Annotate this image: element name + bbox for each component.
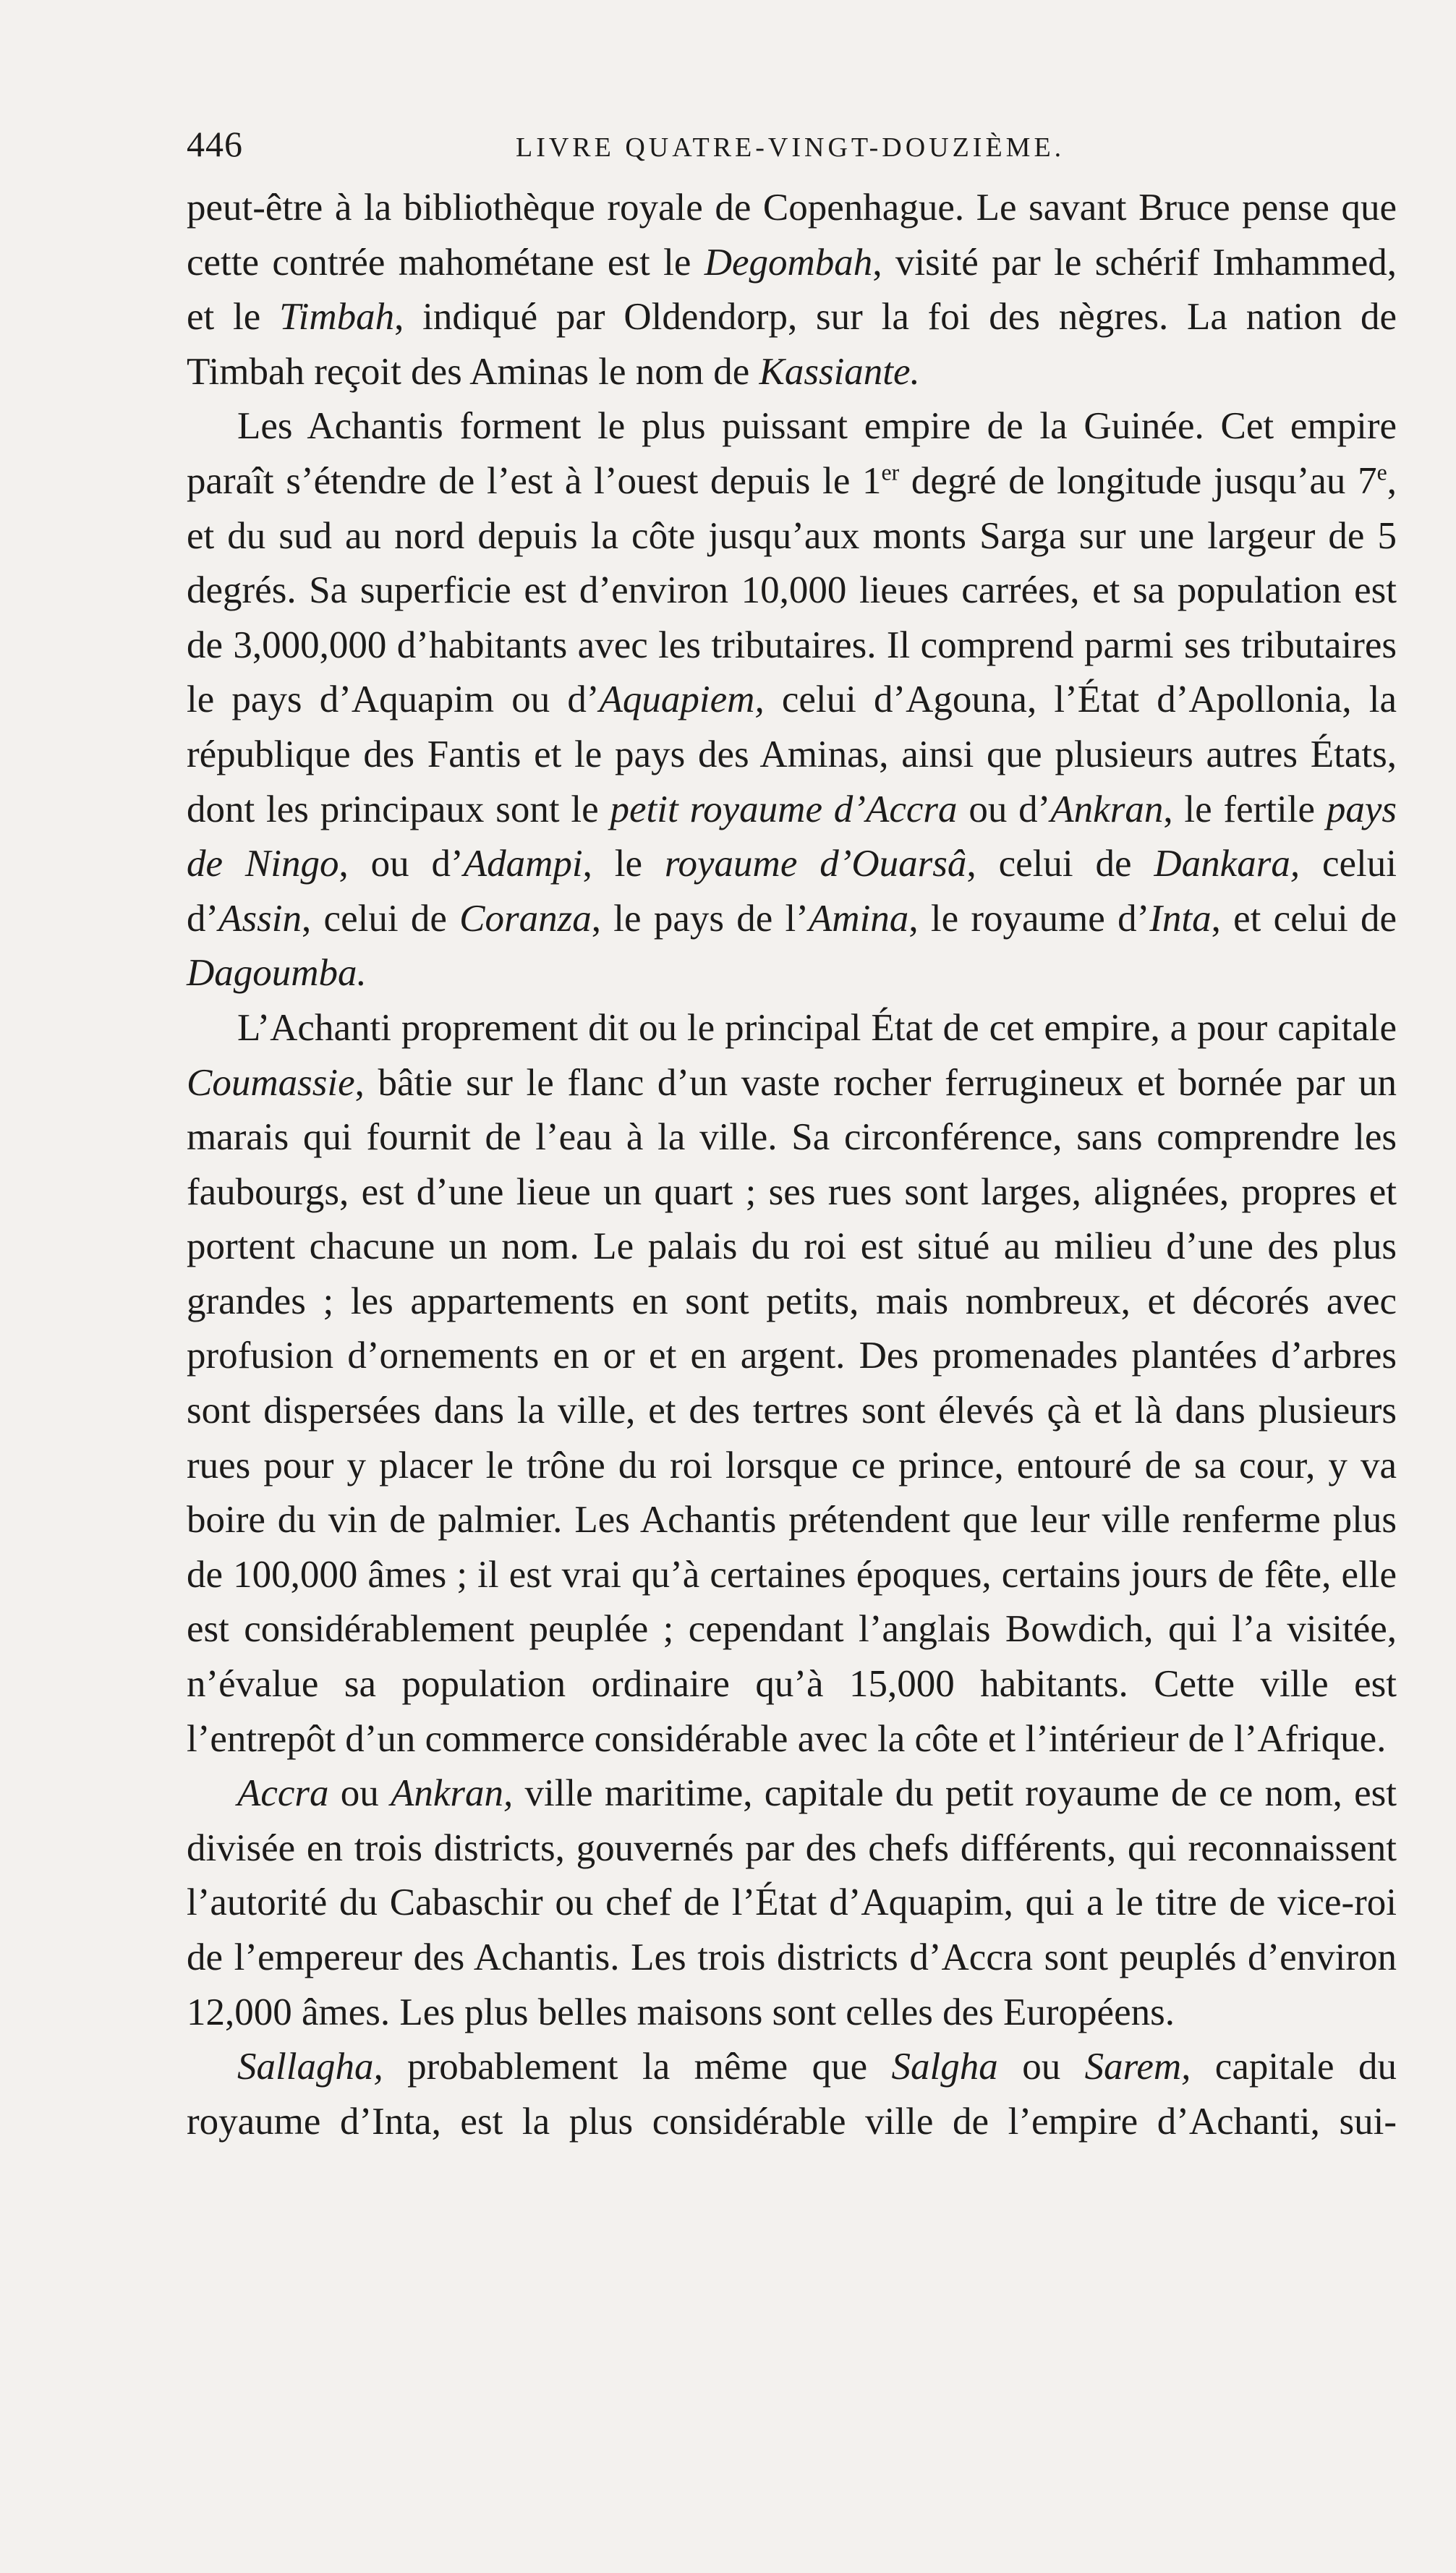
page-number: 446	[187, 124, 243, 164]
text-run: Les Achantis forment le plus puissant empire de la Guinée. Cet empire paraît s’étendre de l’est à l’ouest depuis le 1	[187, 405, 1397, 502]
italic-text: Sallagha,	[237, 2046, 383, 2088]
text-run: , le fertile	[1163, 788, 1327, 830]
text-run: , et celui de	[1211, 897, 1397, 940]
text-run: celui d’Agouna, l’État d’Apollonia, la république des Fantis et le pays des Aminas, ainsi que plusieurs autres États, dont les principaux sont le	[187, 679, 1397, 830]
page-header	[187, 123, 1416, 174]
text-run: ville maritime, capitale du petit royaume de ce nom, est divisée en trois districts, gouvernés par des chefs différents, qui reconnaissent l’autorité du Cabaschir ou chef de l’État d’Aquapim, qui a le titre de vice-roi de l’empereur des Achantis. Les trois districts d’Accra sont peuplés d’environ 12,000 âmes. Les plus belles maisons sont celles des Européens.	[187, 1772, 1397, 2033]
paragraph	[187, 1766, 1397, 2040]
text-run: ou	[328, 1772, 391, 1815]
italic-text: Coranza	[459, 897, 592, 940]
paragraph	[187, 1001, 1397, 1766]
italic-text: Kassiante.	[759, 350, 920, 393]
italic-text: Timbah	[279, 296, 395, 339]
italic-text: Adampi	[463, 843, 583, 885]
italic-text: Ankran	[1050, 788, 1164, 830]
text-run: L’Achanti proprement dit ou le principal État de cet empire, a pour capitale	[237, 1006, 1397, 1049]
italic-text: Accra	[237, 1772, 329, 1815]
text-run: ou d’	[957, 788, 1051, 830]
italic-text: Aquapiem,	[599, 679, 765, 721]
text-run: , le royaume d’	[908, 897, 1150, 940]
text-run: , indiqué par Oldendorp, sur la foi des nègres. La nation de Timbah reçoit des Aminas le nom de	[187, 296, 1397, 393]
text-run: , ou d’	[339, 843, 464, 885]
italic-text: Sarem,	[1084, 2046, 1191, 2088]
body-text	[187, 181, 1397, 2149]
italic-text: Salgha	[891, 2046, 998, 2088]
text-run: peut-être à la bibliothèque royale de Copenhague. Le savant Bruce pense que cette contrée mahométane est le	[187, 187, 1397, 284]
text-run: , le pays de l’	[591, 897, 809, 940]
text-run: celui d’	[187, 843, 1397, 940]
superscript: er	[881, 459, 900, 485]
italic-text: Inta	[1149, 897, 1212, 940]
italic-text: Dankara,	[1154, 843, 1300, 885]
superscript: e	[1376, 459, 1387, 485]
italic-text: pays de Ningo	[187, 788, 1397, 885]
italic-text: Assin	[218, 897, 302, 940]
text-run: , celui de	[302, 897, 460, 940]
italic-text: Amina	[808, 897, 909, 940]
italic-text: Ankran,	[391, 1772, 514, 1815]
paragraph	[187, 2040, 1397, 2149]
text-run: capitale du royaume d’Inta, est la plus considérable ville de l’empire d’Achanti, sui-	[187, 2046, 1397, 2143]
italic-text: royaume d’Ouarsâ	[664, 843, 967, 885]
paragraph	[187, 399, 1397, 1001]
text-run: , celui de	[966, 843, 1154, 885]
text-run: degré de longitude jusqu’au 7	[899, 459, 1377, 502]
text-run: , le	[582, 843, 665, 885]
running-head: LIVRE QUATRE-VINGT-DOUZIÈME.	[516, 132, 1065, 163]
text-run: , visité par le schérif Imhammed, et le	[187, 241, 1397, 339]
italic-text: Coumassie	[187, 1061, 355, 1104]
text-run: ou	[997, 2046, 1085, 2088]
text-run: , et du sud au nord depuis la côte jusqu’aux monts Sarga sur une largeur de 5 degrés. Sa superficie est d’environ 10,000 lieues carrées, et sa population est de 3,000,000 d’habitants avec les tributaires. Il comprend parmi ses tributaires le pays d’Aquapim ou d’	[187, 459, 1397, 721]
text-run: probablement la même que	[383, 2046, 892, 2088]
paragraph	[187, 181, 1397, 399]
italic-text: Dagoumba.	[187, 952, 367, 995]
text-run: , bâtie sur le flanc d’un vaste rocher ferrugineux et bornée par un marais qui fournit de l’eau à la ville. Sa circonférence, sans comprendre les faubourgs, est d’une lieue un quart ; ses rues sont larges, alignées, propres et portent chacune un nom. Le palais du roi est situé au milieu d’une des plus grandes ; les appartements en sont petits, mais nombreux, et décorés avec profusion d’ornements en or et en argent. Des promenades plantées d’arbres sont dispersées dans la ville, et des tertres sont élevés çà et là dans plusieurs rues pour y placer le trône du roi lorsque ce prince, entouré de sa cour, y va boire du vin de palmier. Les Achantis prétendent que leur ville renferme plus de 100,000 âmes ; il est vrai qu’à certaines époques, certains jours de fête, elle est considérablement peuplée ; cependant l’anglais Bowdich, qui l’a visitée, n’évalue sa population ordinaire qu’à 15,000 habitants. Cette ville est l’entrepôt d’un commerce considérable avec la côte et l’intérieur de l’Afrique.	[187, 1061, 1397, 1760]
italic-text: Degombah	[704, 241, 873, 284]
italic-text: petit royaume d’Accra	[610, 788, 958, 830]
